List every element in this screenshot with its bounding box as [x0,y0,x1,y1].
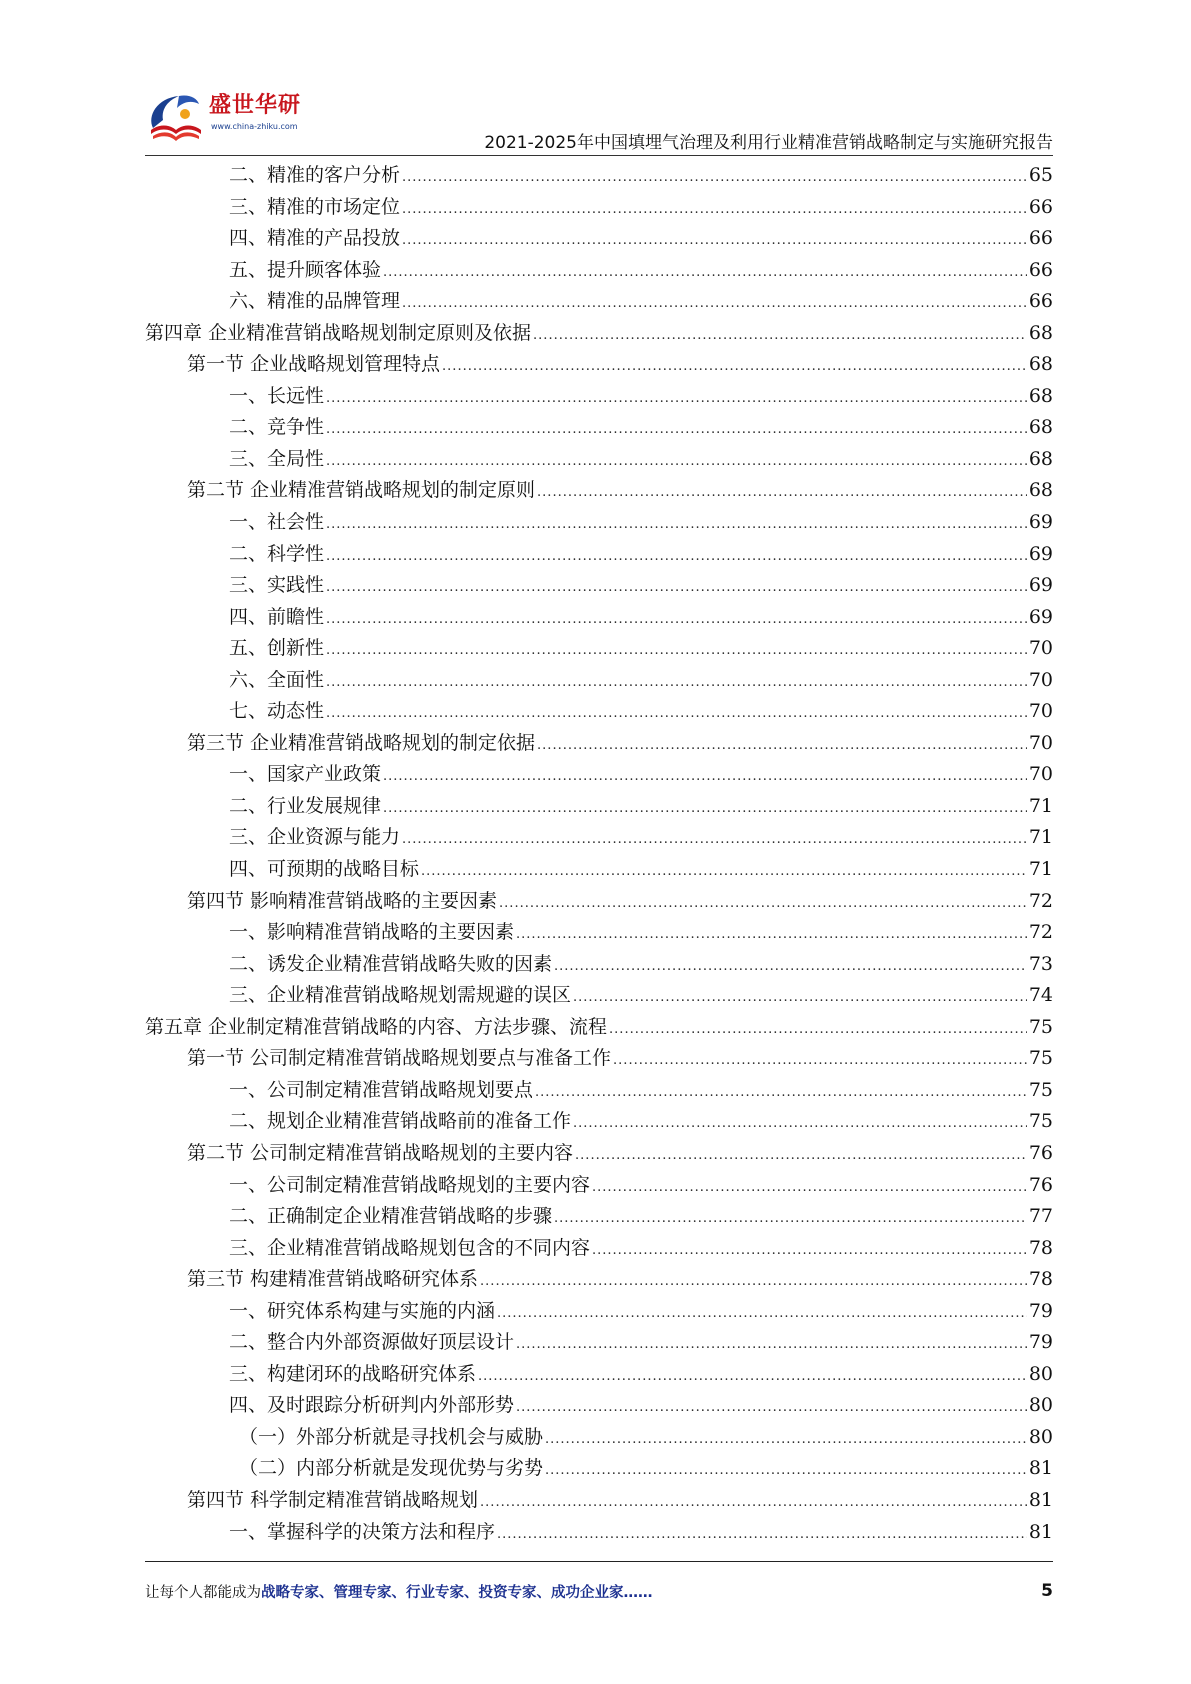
toc-page-number: 80 [1028,1394,1053,1417]
toc-page-number: 72 [1028,889,1053,912]
toc-dot-leader [402,824,1027,856]
toc-page-number: 71 [1028,858,1053,881]
toc-item-row[interactable] [145,759,1053,791]
toc-section-row[interactable] [145,886,1053,918]
toc-dot-leader [383,793,1027,825]
toc-item-row[interactable] [145,286,1053,318]
toc-dot-leader [573,1108,1027,1140]
toc-page-number: 75 [1028,1110,1053,1133]
toc-item-row[interactable] [145,1106,1053,1138]
toc-item-row[interactable] [145,1327,1053,1359]
toc-page-number: 76 [1028,1173,1053,1196]
toc-item-row[interactable] [145,412,1053,444]
toc-dot-leader [497,1298,1027,1330]
toc-page-number: 70 [1028,700,1053,723]
toc-item-row[interactable] [145,255,1053,287]
toc-page-number: 69 [1028,511,1053,534]
toc-dot-leader [545,1455,1027,1487]
toc-item-row[interactable] [145,791,1053,823]
toc-entry-title: 三、精准的市场定位 [229,195,401,218]
toc-entry-title: 一、掌握科学的决策方法和程序 [229,1520,496,1543]
toc-dot-leader [497,1519,1027,1551]
toc-item-row[interactable] [145,1170,1053,1202]
toc-dot-leader [326,604,1027,636]
toc-entry-title: 五、提升顾客体验 [229,258,382,281]
toc-page-number: 71 [1028,826,1053,849]
toc-item-row[interactable] [145,192,1053,224]
toc-page-number: 75 [1028,1015,1053,1038]
toc-dot-leader [516,919,1027,951]
toc-section-row[interactable] [145,1485,1053,1517]
toc-entry-title: 四、可预期的战略目标 [229,858,420,881]
page-number: 5 [1041,1581,1053,1601]
toc-entry-title: 第二节 企业精准营销战略规划的制定原则 [187,479,536,502]
toc-subitem-row[interactable] [145,1422,1053,1454]
toc-entry-title: 一、研究体系构建与实施的内涵 [229,1299,496,1322]
toc-page-number: 66 [1028,258,1053,281]
toc-entry-title: 三、全局性 [229,447,325,470]
toc-page-number: 66 [1028,227,1053,250]
toc-page-number: 68 [1028,321,1053,344]
toc-page-number: 65 [1028,164,1053,186]
toc-dot-leader [383,761,1027,793]
toc-page-number: 70 [1028,668,1053,691]
toc-item-row[interactable] [145,1390,1053,1422]
toc-entry-title: 三、企业精准营销战略规划包含的不同内容 [229,1236,591,1259]
toc-item-row[interactable] [145,917,1053,949]
toc-entry-title: 第五章 企业制定精准营销战略的内容、方法步骤、流程 [145,1015,608,1038]
toc-item-row[interactable] [145,1075,1053,1107]
footer-slogan-lead: 让每个人都能成为 [145,1585,261,1601]
toc-entry-title: 第三节 构建精准营销战略研究体系 [187,1268,479,1291]
toc-entry-title: 一、影响精准营销战略的主要因素 [229,921,515,944]
toc-dot-leader [533,320,1027,352]
toc-item-row[interactable] [145,1201,1053,1233]
toc-item-row[interactable] [145,822,1053,854]
toc-entry-title: 第一节 公司制定精准营销战略规划要点与准备工作 [187,1047,612,1070]
toc-item-row[interactable] [145,539,1053,571]
toc-entry-title: 四、前瞻性 [229,605,325,628]
page-footer [145,1581,1053,1607]
toc-item-row[interactable] [145,665,1053,697]
toc-dot-leader [421,856,1027,888]
toc-dot-leader [573,982,1027,1014]
logo-text: 盛世华研 [209,93,302,118]
toc-item-row[interactable] [145,1296,1053,1328]
toc-item-row[interactable] [145,633,1053,665]
toc-page-number: 77 [1028,1205,1053,1228]
toc-item-row[interactable] [145,949,1053,981]
toc-page-number: 66 [1028,195,1053,218]
toc-page-number: 79 [1028,1299,1053,1322]
toc-dot-leader [537,730,1027,762]
toc-page-number: 70 [1028,637,1053,660]
toc-page-number: 75 [1028,1047,1053,1070]
toc-page-number: 70 [1028,763,1053,786]
toc-item-row[interactable] [145,444,1053,476]
toc-item-row[interactable] [145,1359,1053,1391]
toc-dot-leader [326,383,1027,415]
footer-divider [145,1561,1053,1562]
toc-page-number: 70 [1028,731,1053,754]
toc-section-row[interactable] [145,349,1053,381]
toc-dot-leader [592,1172,1027,1204]
toc-section-row[interactable] [145,728,1053,760]
toc-entry-title: 二、精准的客户分析 [229,164,401,186]
toc-entry-title: 一、社会性 [229,511,325,534]
toc-dot-leader [592,1235,1027,1267]
logo-url: www.china-zhiku.com [211,122,298,131]
toc-dot-leader [554,1203,1027,1235]
footer-slogan-highlight: 战略专家、管理专家、行业专家、投资专家、成功企业家…… [261,1585,653,1601]
toc-dot-leader [609,1014,1027,1046]
toc-dot-leader [535,1077,1027,1109]
toc-entry-title: 第二节 公司制定精准营销战略规划的主要内容 [187,1141,574,1164]
toc-page-number: 81 [1028,1520,1053,1543]
toc-item-row[interactable] [145,854,1053,886]
toc-entry-title: 五、创新性 [229,637,325,660]
toc-entry-title: 第四节 影响精准营销战略的主要因素 [187,889,498,912]
toc-page-number: 75 [1028,1078,1053,1101]
toc-entry-title: 三、实践性 [229,574,325,597]
toc-dot-leader [326,635,1027,667]
toc-section-row[interactable] [145,1264,1053,1296]
toc-page-number: 81 [1028,1457,1053,1480]
toc-entry-title: 七、动态性 [229,700,325,723]
toc-page-number: 71 [1028,794,1053,817]
toc-entry-title: 三、企业精准营销战略规划需规避的误区 [229,984,572,1007]
toc-dot-leader [478,1361,1027,1393]
toc-item-row[interactable] [145,1517,1053,1549]
toc-entry-title: 三、构建闭环的战略研究体系 [229,1362,477,1385]
report-title: 2021-2025年中国填埋气治理及利用行业精准营销战略制定与实施研究报告 [484,133,1053,153]
toc-entry-title: 第四节 科学制定精准营销战略规划 [187,1488,479,1511]
toc-page-number: 69 [1028,574,1053,597]
toc-page-number: 80 [1028,1425,1053,1448]
toc-section-row[interactable] [145,1043,1053,1075]
toc-dot-leader [326,541,1027,573]
toc-chapter-row[interactable] [145,1012,1053,1044]
toc-dot-leader [402,225,1027,257]
toc-dot-leader [480,1487,1027,1519]
toc-item-row[interactable] [145,223,1053,255]
toc-entry-title: 四、精准的产品投放 [229,227,401,250]
toc-entry-title: 第三节 企业精准营销战略规划的制定依据 [187,731,536,754]
header-divider [145,155,1053,156]
toc-entry-title: 一、公司制定精准营销战略规划的主要内容 [229,1173,591,1196]
toc-dot-leader [402,288,1027,320]
table-of-contents [145,160,1053,1548]
toc-entry-title: （一）外部分析就是寻找机会与威胁 [239,1425,544,1448]
toc-entry-title: 三、企业资源与能力 [229,826,401,849]
toc-page-number: 69 [1028,605,1053,628]
toc-entry-title: 二、行业发展规律 [229,794,382,817]
toc-entry-title: 六、全面性 [229,668,325,691]
toc-page-number: 68 [1028,353,1053,376]
toc-item-row[interactable] [145,381,1053,413]
toc-item-row[interactable] [145,602,1053,634]
toc-section-row[interactable] [145,475,1053,507]
toc-chapter-row[interactable] [145,318,1053,350]
toc-page-number: 79 [1028,1331,1053,1354]
toc-page-number: 80 [1028,1362,1053,1385]
toc-entry-title: 二、正确制定企业精准营销战略的步骤 [229,1205,553,1228]
toc-dot-leader [326,509,1027,541]
toc-page-number: 68 [1028,416,1053,439]
toc-dot-leader [326,572,1027,604]
toc-entry-title: 六、精准的品牌管理 [229,290,401,313]
toc-entry-title: 二、科学性 [229,542,325,565]
toc-entry-title: 四、及时跟踪分析研判内外部形势 [229,1394,515,1417]
toc-item-row[interactable] [145,696,1053,728]
toc-page-number: 76 [1028,1141,1053,1164]
toc-dot-leader [516,1329,1027,1361]
toc-page-number: 81 [1028,1488,1053,1511]
toc-entry-title: 一、公司制定精准营销战略规划要点 [229,1078,534,1101]
toc-dot-leader [402,162,1027,194]
toc-dot-leader [499,888,1027,920]
toc-entry-title: 一、长远性 [229,384,325,407]
toc-page-number: 68 [1028,384,1053,407]
toc-entry-title: 第四章 企业精准营销战略规划制定原则及依据 [145,321,532,344]
toc-page-number: 78 [1028,1268,1053,1291]
toc-item-row[interactable] [145,1233,1053,1265]
toc-entry-title: （二）内部分析就是发现优势与劣势 [239,1457,544,1480]
company-logo [145,82,320,148]
toc-page-number: 73 [1028,952,1053,975]
toc-page-number: 78 [1028,1236,1053,1259]
toc-dot-leader [326,667,1027,699]
toc-dot-leader [480,1266,1027,1298]
toc-entry-title: 第一节 企业战略规划管理特点 [187,353,441,376]
toc-entry-title: 二、整合内外部资源做好顶层设计 [229,1331,515,1354]
toc-dot-leader [613,1045,1027,1077]
toc-dot-leader [575,1140,1027,1172]
toc-section-row[interactable] [145,1138,1053,1170]
toc-entry-title: 二、规划企业精准营销战略前的准备工作 [229,1110,572,1133]
toc-dot-leader [516,1392,1027,1424]
toc-page-number: 66 [1028,290,1053,313]
toc-item-row[interactable] [145,507,1053,539]
toc-item-row[interactable] [145,570,1053,602]
toc-page-number: 68 [1028,479,1053,502]
logo-emblem-icon [145,90,207,146]
toc-entry-title: 二、竞争性 [229,416,325,439]
toc-page-number: 68 [1028,447,1053,470]
toc-dot-leader [326,414,1027,446]
toc-dot-leader [545,1424,1027,1456]
toc-entry-title: 二、诱发企业精准营销战略失败的因素 [229,952,553,975]
toc-item-row[interactable] [145,980,1053,1012]
toc-dot-leader [537,477,1027,509]
toc-page-number: 72 [1028,921,1053,944]
toc-entry-title: 一、国家产业政策 [229,763,382,786]
toc-dot-leader [402,194,1027,226]
toc-page-number: 69 [1028,542,1053,565]
toc-dot-leader [554,951,1027,983]
toc-dot-leader [383,257,1027,289]
toc-dot-leader [442,351,1027,383]
toc-dot-leader [326,698,1027,730]
toc-dot-leader [326,446,1027,478]
toc-page-number: 74 [1028,984,1053,1007]
page-header [145,80,1053,153]
toc-item-row[interactable] [145,160,1053,192]
toc-subitem-row[interactable] [145,1453,1053,1485]
